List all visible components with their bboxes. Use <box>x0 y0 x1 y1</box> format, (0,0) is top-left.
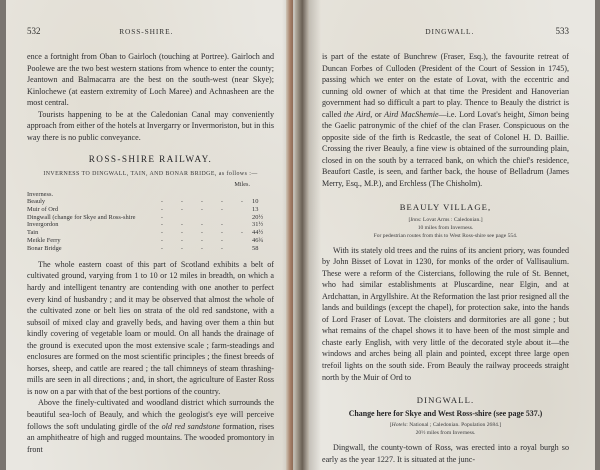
station-mileage <box>252 190 274 198</box>
table-row <box>27 206 274 214</box>
leader-dot <box>232 190 252 198</box>
right-page-text-block <box>322 26 569 465</box>
leader-dot <box>172 213 192 221</box>
leader-dot: - <box>160 244 164 252</box>
leader-dot: - <box>180 236 184 244</box>
right-folio-number: 533 <box>555 26 569 36</box>
leader-dot: - <box>200 236 204 244</box>
station-mileage: 46¾ <box>252 236 264 244</box>
leader-dot: - <box>240 229 244 237</box>
right-p1-part-b: , or <box>370 109 385 119</box>
leader-dot: - <box>200 198 204 206</box>
station-name: Meikle Ferry <box>27 236 61 244</box>
right-p1-italic-3: Simon <box>528 109 549 119</box>
leader-dot <box>232 237 252 245</box>
leader-dot <box>212 213 232 221</box>
beauly-village-heading: BEAULY VILLAGE, <box>399 201 492 212</box>
station-mileage: 44½ <box>252 229 264 237</box>
book-gutter <box>295 0 309 470</box>
leader-dot: - <box>160 221 164 229</box>
station-mileage: 10 <box>252 198 259 206</box>
leader-dot: - <box>200 244 204 252</box>
leader-dot: - <box>180 206 184 214</box>
left-folio-number: 532 <box>27 26 41 36</box>
right-p1-italic-1: the Aird <box>343 109 371 119</box>
table-row <box>27 244 274 252</box>
leader-dot: - <box>220 236 224 244</box>
right-p1-part-d: being the Gaelic patronymic of the chief of the clan Fraser. Conspicuous on the opposite side of the firth is Redcastle, the seat of Colonel H. D. Baillie. Crossing the river Beauly, a fine view is obtained of the surrounding plain, closed in on the south by a terraced bank, on which the chief's residence, Beaufort Castle, is seen, and farther back, the house of Belladrum (James Merry, Esq., M.P.), and Erchless (The Chisholm). <box>322 109 569 189</box>
left-page-text-block <box>27 26 274 455</box>
leader-dot: - <box>160 213 164 221</box>
leader-dot: - <box>220 206 224 214</box>
beauly-inns-line <box>322 216 569 224</box>
station-mileage: 13 <box>252 206 259 214</box>
leader-dot <box>232 244 252 252</box>
leader-dot: - <box>180 229 184 237</box>
table-row <box>27 198 274 206</box>
leader-dot: - <box>200 229 204 237</box>
right-paragraph-1 <box>322 51 569 190</box>
leader-dot <box>232 221 252 229</box>
table-row <box>27 213 274 221</box>
left-running-header <box>27 26 274 36</box>
left-paragraph-3: The whole eastern coast of this part of Scotland exhibits a belt of cultivated ground, varying from 1 to 10 or 12 miles in breadth, on which a hardy and intelligent tenantry are contending with one another to perfect every kind of husbandry ; and it may be observed that almost the whole of the cultivated zone or belt lies on strata of the old red sandstone, with a subsoil of mixed clay and gravelly beds, and having over them a thin but kindly covering of vegetable loam or mould. On all hands the drainage of the ground is executed upon the most extensive scale ; farm-steadings and enclosures are formed on the most scientific principles ; the finest breeds of horses, sheep, and cattle are reared ; the tall chimneys of steam thrashing-mills are seen in all directions ; and, in short, the agriculture of Easter Ross is now on a par with that of the best portions of the country. <box>27 259 274 396</box>
leader-dot <box>192 190 212 198</box>
leader-dot: - <box>160 229 164 237</box>
leader-dot: - <box>180 221 184 229</box>
table-row <box>27 190 274 198</box>
beauly-inns-label: Inns <box>410 216 420 223</box>
left-paragraph-4 <box>27 397 274 455</box>
ross-shire-railway-heading: ROSS-SHIRE RAILWAY. <box>88 154 213 165</box>
left-p4-italic: old red sandstone <box>161 421 221 431</box>
dingwall-hotels-label: Hotels <box>391 422 407 429</box>
dingwall-change-note: Change here for Skye and West Ross-shire (see page 537.) <box>348 409 543 419</box>
station-mileage: 20½ <box>252 213 264 221</box>
leader-dot: - <box>220 244 224 252</box>
table-row <box>27 221 274 229</box>
leader-dot: - <box>160 236 164 244</box>
leader-dot: - <box>180 198 184 206</box>
leader-dot <box>212 190 232 198</box>
page-edge-strip <box>286 0 293 470</box>
leader-dot <box>232 206 252 214</box>
beauly-inns-bracket-open: [ <box>408 216 411 223</box>
station-name: Beauly <box>27 198 46 206</box>
table-row <box>27 237 274 245</box>
beauly-distance-line: 10 miles from Inverness. <box>417 224 474 231</box>
left-running-head-title: ROSS-SHIRE. <box>119 27 174 36</box>
railway-stations-body <box>27 190 274 252</box>
left-p4-part-a: Above the finely-cultivated and woodland district which surrounds the beautiful sea-loch of Beauly, and which the geologist's eye will perceive follows the soft undulating girdle of the <box>27 398 274 431</box>
station-name: Muir of Ord <box>27 206 59 214</box>
right-p1-part-c: —i.e. Lord Lovat's height, <box>438 109 529 119</box>
railway-stations-table <box>27 190 274 252</box>
leader-dot <box>172 190 192 198</box>
station-mileage: 58 <box>252 244 259 252</box>
station-name: Invergordon <box>27 221 59 229</box>
leader-dot: - <box>160 206 164 214</box>
leader-dot <box>192 213 212 221</box>
leader-dot <box>152 190 172 198</box>
left-paragraph-1: ence a fortnight from Oban to Gairloch (touching at Portree). Gairloch and Poolewe are the two best western stations from whence to enter the county; Jeantown and Balmacarra are the best on the south-west (near Skye); Kinlochewe (at eastern extremity of Loch Maree) and Achnasheen are the most central. <box>27 52 274 108</box>
leader-dot: - <box>220 229 224 237</box>
station-name: Tain <box>27 229 39 237</box>
right-paragraph-3: Dingwall, the county-town of Ross, was erected into a royal burgh so early as the year 1227. It is situated at the junc- <box>322 443 569 464</box>
station-name: Bonar Bridge <box>27 244 62 252</box>
leader-dot: - <box>220 198 224 206</box>
right-running-header <box>322 26 569 36</box>
table-row <box>27 229 274 237</box>
leader-dot <box>232 213 252 221</box>
leader-dot: - <box>200 206 204 214</box>
station-name: Inverness. <box>27 190 54 198</box>
station-name: Dingwall (change for Skye and Ross-shire <box>27 213 136 221</box>
dingwall-distance-line: 20½ miles from Inverness. <box>415 430 476 437</box>
beauly-pedestrian-routes-line: For pedestrian routes from this to West Ross-shire see page 554. <box>373 232 518 239</box>
leader-dot: - <box>220 221 224 229</box>
left-p4-part-b: formation, rises an amphitheatre of high and rugged mountains. The wooded promontory in front <box>27 421 274 454</box>
right-p1-italic-2: Aird MacShemie <box>384 109 439 119</box>
leader-dot: - <box>180 244 184 252</box>
dingwall-heading: DINGWALL. <box>416 395 475 406</box>
railway-route-line: INVERNESS TO DINGWALL, TAIN, AND BONAR BRIDGE, as follows :— <box>43 171 258 178</box>
leader-dot: - <box>240 198 244 206</box>
right-running-head-title: DINGWALL. <box>425 27 475 36</box>
dingwall-hotels-values: : National ; Caledonian. Population 2684.] <box>406 422 502 429</box>
leader-dot: - <box>160 198 164 206</box>
leader-dot: - <box>200 221 204 229</box>
dingwall-hotels-bracket-open: [ <box>389 422 392 429</box>
station-mileage: 31½ <box>252 221 264 229</box>
beauly-inns-values: : Lovat Arms : Caledonian.] <box>419 216 483 223</box>
miles-column-caption: Miles. <box>234 181 250 189</box>
right-paragraph-2: With its stately old trees and the ruins of its ancient priory, was founded by John Bisset of Lovat in 1230, for monks of the order of Vallisaulium. These were a reform of the Cistercians, following the rule of St. Bennet, who had similar establishments at Pluscardine, near Elgin, and at Ardchattan, in Argyllshire. At the Reformation the last prior resigned all the lands and buildings (except the chapel), for protection sake, into the hands of Lord Fraser of Lovat. The cloisters and dormitories are all gone ; but what remains of the chapel shows it to have been of the most simple and chaste early English, with very little of the decorated style about it—the windows and arches being all plain and pointed, except three large open trefoil lights on the south side. From Beauly the railway proceeds straight north by the Muir of Ord to <box>322 245 569 382</box>
right-p1-part-a: is part of the estate of Bunchrew (Fraser, Esq.), the favourite retreat of Duncan Forbes of Culloden (President of the Court of Session in 1745), passing which we enter on the estate of Lovat, with the eccentric and cunning old owner of which at that time the President and Hanoverian government had so difficult a part to play. Thence to Beauly the district is called <box>322 52 569 119</box>
dingwall-hotels-line <box>322 421 569 429</box>
left-paragraph-2: Tourists happening to be at the Caledonian Canal may conveniently approach from either of the hotels at Invergarry or Invermoriston, but in this way there is no public conveyance. <box>27 109 274 142</box>
